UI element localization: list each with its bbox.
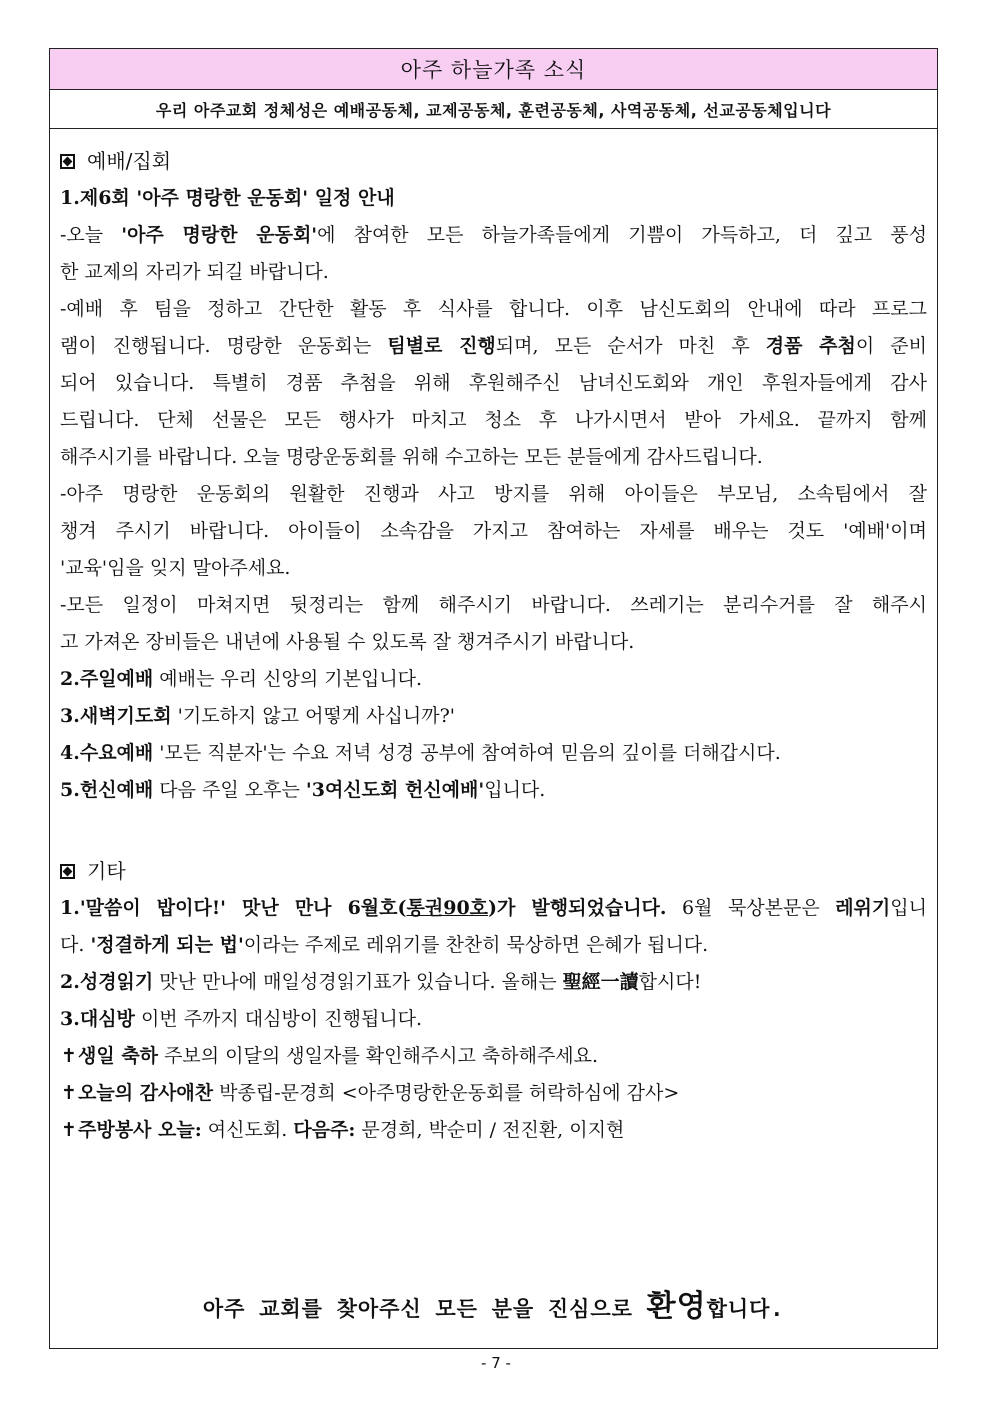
- identity-statement: 우리 아주교회 정체성은 예배공동체, 교제공동체, 훈련공동체, 사역공동체, 선교공동체입니다: [50, 90, 937, 129]
- section-heading-worship: 예배/집회: [60, 143, 927, 180]
- item-birthday: ✝생일 축하 주보의 이달의 생일자를 확인해주시고 축하해주세요.: [60, 1038, 927, 1075]
- paragraph-line: -모든 일정이 마쳐지면 뒷정리는 함께 해주시기 바랍니다. 쓰레기는 분리수거를 잘 해주시: [60, 594, 927, 616]
- paragraph-line: -아주 명랑한 운동회의 원활한 진행과 사고 방지를 위해 아이들은 부모님, 소속팀에서 잘: [60, 483, 927, 505]
- cross-icon: ✝: [61, 1045, 77, 1067]
- paragraph-line: '교육'임을 잊지 말아주세요.: [60, 557, 291, 579]
- paragraph-line: 다. '정결하게 되는 법'이라는 주제로 레위기를 찬찬히 묵상하면 은혜가 됩니다.: [60, 934, 709, 956]
- item-visitation: 3.대심방 이번 주까지 대심방이 진행됩니다.: [60, 1008, 423, 1030]
- item-manna-issue: 1.'말씀이 밥이다!' 맛난 만나 6월호(통권90호)가 발행되었습니다. 6월 묵상본문은 레위기입니: [60, 897, 927, 919]
- diamond-box-icon: [60, 154, 75, 169]
- section-heading-etc: 기타: [60, 853, 927, 890]
- item-wednesday-worship: 4.수요예배 '모든 직분자'는 수요 저녁 성경 공부에 참여하여 믿음의 깊이를 더해갑시다.: [60, 742, 781, 764]
- news-content: [50, 129, 937, 1149]
- item-dawn-prayer: 3.새벽기도회 '기도하지 않고 어떻게 사십니까?': [60, 705, 456, 727]
- section-spacer: [60, 809, 927, 853]
- bulletin-page: [49, 48, 938, 1349]
- paragraph-line: -예배 후 팀을 정하고 간단한 활동 후 식사를 합니다. 이후 남신도회의 안내에 따라 프로그: [60, 298, 927, 320]
- item-bible-reading: 2.성경읽기 맛난 만나에 매일성경읽기표가 있습니다. 올해는 聖經一讀합시다!: [60, 971, 702, 993]
- item-thanks-meal: ✝오늘의 감사애찬 박종립-문경희 <아주명랑한운동회를 허락하심에 감사>: [60, 1075, 927, 1112]
- page-number: - 7 -: [481, 1354, 511, 1372]
- paragraph-line: 드립니다. 단체 선물은 모든 행사가 마치고 청소 후 나가시면서 받아 가세요. 끝까지 함께: [60, 409, 927, 431]
- paragraph-line: 되어 있습니다. 특별히 경품 추첨을 위해 후원해주신 남녀신도회와 개인 후원자들에게 감사: [60, 372, 927, 394]
- paragraph-line: 한 교제의 자리가 되길 바랍니다.: [60, 261, 329, 283]
- page-title: 아주 하늘가족 소식: [50, 49, 937, 90]
- paragraph-line: 고 가져온 장비들은 내년에 사용될 수 있도록 잘 챙겨주시기 바랍니다.: [60, 631, 635, 653]
- welcome-message: 아주 교회를 찾아주신 모든 분을 진심으로 환영합니다.: [202, 1289, 785, 1324]
- item-sunday-worship: 2.주일예배 예배는 우리 신앙의 기본입니다.: [60, 668, 423, 690]
- item-title: 1.제6회 '아주 명랑한 운동회' 일정 안내: [60, 187, 395, 209]
- item-kitchen-service: ✝주방봉사 오늘: 여신도회. 다음주: 문경희, 박순미 / 전진환, 이지현: [60, 1112, 927, 1149]
- item-dedication-worship: 5.헌신예배 다음 주일 오후는 '3여신도회 헌신예배'입니다.: [60, 779, 546, 801]
- cross-icon: ✝: [61, 1119, 77, 1141]
- cross-icon: ✝: [61, 1082, 77, 1104]
- paragraph-line: 해주시기를 바랍니다. 오늘 명랑운동회를 위해 수고하는 모든 분들에게 감사드립니다.: [60, 446, 763, 468]
- paragraph-line: -오늘 '아주 명랑한 운동회'에 참여한 모든 하늘가족들에게 기쁨이 가득하고, 더 깊고 풍성: [60, 224, 927, 246]
- paragraph-line: 챙겨 주시기 바랍니다. 아이들이 소속감을 가지고 참여하는 자세를 배우는 것도 '예배'이며: [60, 520, 927, 542]
- diamond-box-icon: [60, 864, 75, 879]
- paragraph-line: 램이 진행됩니다. 명랑한 운동회는 팀별로 진행되며, 모든 순서가 마친 후 경품 추첨이 준비: [60, 335, 927, 357]
